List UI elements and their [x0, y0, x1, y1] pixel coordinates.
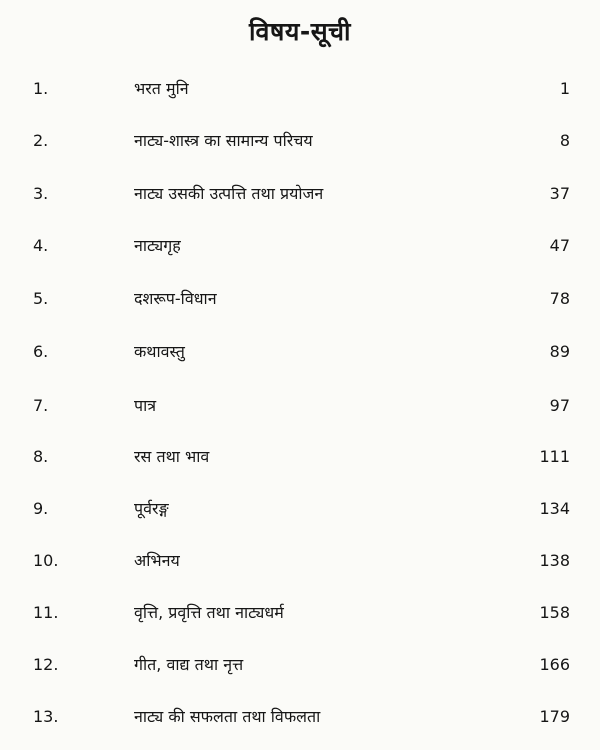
entry-number: 9. — [33, 499, 49, 518]
toc-entry — [0, 494, 600, 524]
entry-number: 1. — [33, 79, 49, 98]
entry-title: अभिनय — [134, 551, 180, 570]
entry-title: नाट्यगृह — [134, 236, 181, 255]
entry-title: नाट्य उसकी उत्पत्ति तथा प्रयोजन — [134, 184, 324, 203]
entry-page: 111 — [539, 447, 570, 466]
entry-title: पात्र — [134, 396, 157, 415]
page-title: विषय-सूची — [249, 17, 351, 46]
entry-page: 47 — [549, 236, 570, 255]
entry-title: पूर्वरङ्ग — [134, 499, 169, 518]
entry-page: 158 — [539, 603, 570, 622]
entry-number: 2. — [33, 131, 49, 150]
entry-page: 78 — [549, 289, 570, 308]
toc-entry — [0, 74, 600, 104]
entry-title: गीत, वाद्य तथा नृत्त — [134, 655, 244, 674]
entry-number: 12. — [33, 655, 59, 674]
entry-title: रस तथा भाव — [134, 447, 210, 466]
entry-page: 37 — [549, 184, 570, 203]
toc-entry — [0, 442, 600, 472]
entry-number: 8. — [33, 447, 49, 466]
toc-entry — [0, 337, 600, 367]
entry-page: 8 — [559, 131, 570, 150]
entry-number: 10. — [33, 551, 59, 570]
toc-entry — [0, 598, 600, 628]
toc-entry — [0, 231, 600, 261]
entry-number: 13. — [33, 707, 59, 726]
toc-entry — [0, 702, 600, 732]
entry-title: नाट्य-शास्त्र का सामान्य परिचय — [134, 131, 313, 150]
entry-title: वृत्ति, प्रवृत्ति तथा नाट्यधर्म — [134, 603, 284, 622]
toc-entry — [0, 546, 600, 576]
entry-page: 89 — [549, 342, 570, 361]
entry-number: 7. — [33, 396, 49, 415]
entry-number: 6. — [33, 342, 49, 361]
entry-page: 138 — [539, 551, 570, 570]
toc-entry — [0, 179, 600, 209]
toc-entry — [0, 126, 600, 156]
toc-entry — [0, 650, 600, 680]
entry-title: नाट्य की सफलता तथा विफलता — [134, 707, 321, 726]
entry-page: 166 — [539, 655, 570, 674]
entry-number: 5. — [33, 289, 49, 308]
entry-title: दशरूप-विधान — [134, 289, 217, 308]
entry-title: कथावस्तु — [134, 342, 185, 361]
toc-entry — [0, 284, 600, 314]
entry-number: 11. — [33, 603, 59, 622]
entry-number: 4. — [33, 236, 49, 255]
entry-number: 3. — [33, 184, 49, 203]
entry-page: 134 — [539, 499, 570, 518]
entry-page: 97 — [549, 396, 570, 415]
entry-page: 1 — [559, 79, 570, 98]
toc-entry — [0, 391, 600, 421]
entry-title: भरत मुनि — [134, 79, 189, 98]
entry-page: 179 — [539, 707, 570, 726]
